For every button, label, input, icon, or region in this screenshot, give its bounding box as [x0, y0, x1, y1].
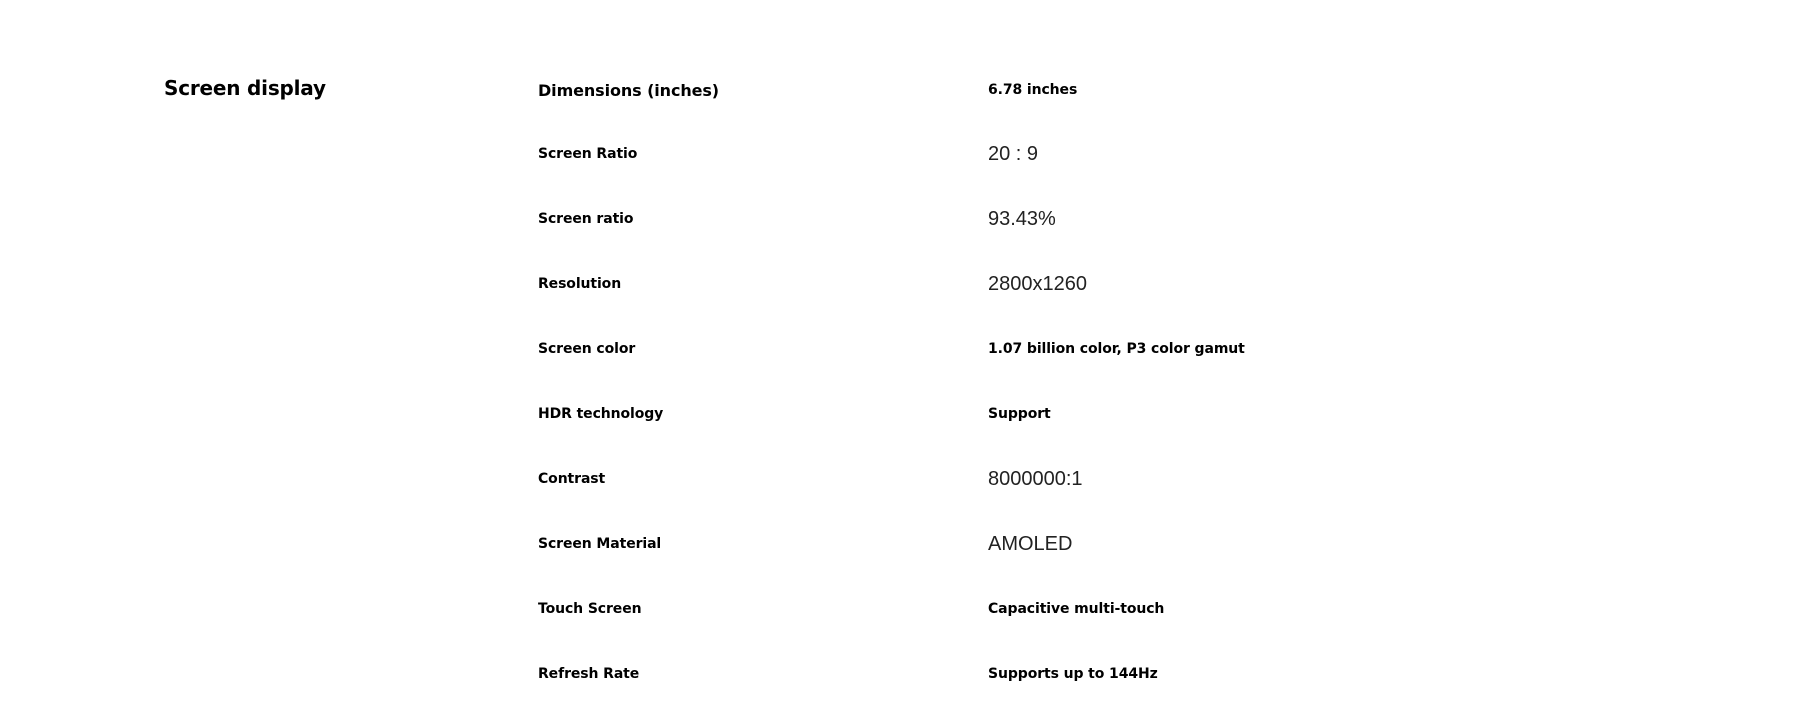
spec-label: Resolution — [538, 276, 622, 292]
spec-label: Refresh Rate — [538, 666, 640, 682]
section-title: Screen display — [164, 76, 326, 100]
spec-value: 20 : 9 — [988, 143, 1039, 165]
spec-row-screen-ratio — [0, 143, 1816, 186]
spec-value: Capacitive multi-touch — [988, 601, 1165, 617]
spec-label: HDR technology — [538, 406, 664, 422]
spec-value: Supports up to 144Hz — [988, 666, 1158, 682]
spec-label: Screen ratio — [538, 211, 634, 227]
spec-label: Dimensions (inches) — [538, 81, 720, 100]
spec-value: AMOLED — [988, 533, 1073, 555]
spec-value: Support — [988, 406, 1051, 422]
spec-row-resolution — [0, 273, 1816, 316]
spec-row-screen-color — [0, 341, 1816, 381]
spec-row-refresh-rate — [0, 666, 1816, 706]
spec-row-screen-to-body-ratio — [0, 208, 1816, 251]
spec-value: 93.43% — [988, 208, 1056, 230]
spec-row-dimensions — [0, 81, 1816, 121]
spec-row-hdr-technology — [0, 406, 1816, 446]
spec-value: 8000000:1 — [988, 468, 1083, 490]
spec-label: Screen color — [538, 341, 636, 357]
spec-label: Screen Material — [538, 536, 662, 552]
spec-value: 6.78 inches — [988, 82, 1078, 98]
spec-value: 2800x1260 — [988, 273, 1087, 295]
spec-label: Contrast — [538, 471, 606, 487]
spec-row-touch-screen — [0, 601, 1816, 641]
spec-label: Touch Screen — [538, 601, 642, 617]
spec-row-screen-material — [0, 533, 1816, 576]
spec-value: 1.07 billion color, P3 color gamut — [988, 341, 1245, 357]
spec-label: Screen Ratio — [538, 146, 638, 162]
spec-row-contrast — [0, 468, 1816, 511]
